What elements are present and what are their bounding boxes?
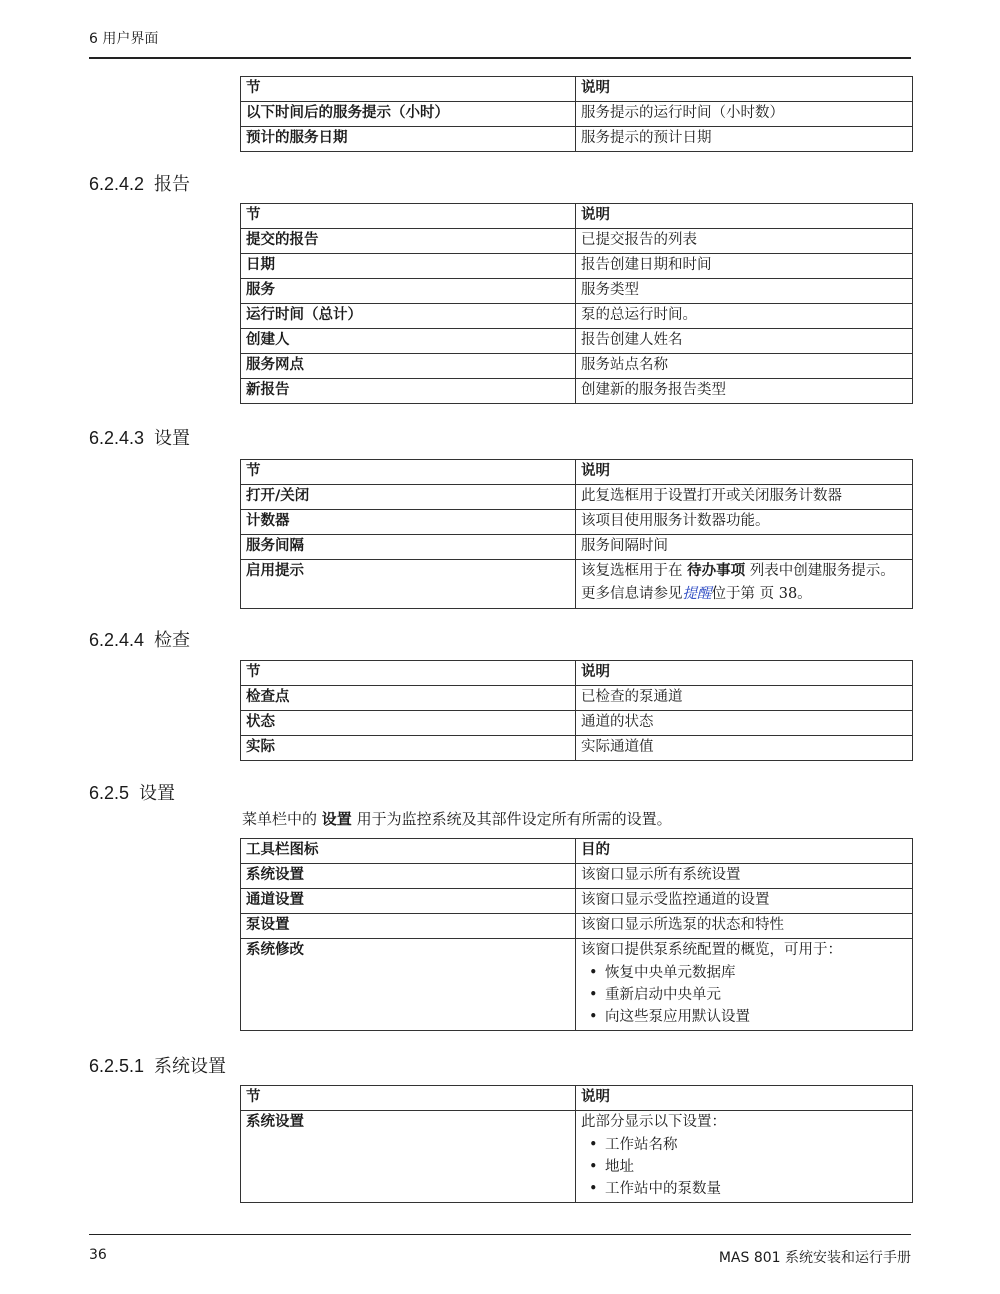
section-cell: 计数器	[241, 510, 576, 535]
description-cell: 已提交报告的列表	[576, 229, 913, 254]
column-header: 工具栏图标	[241, 839, 576, 864]
section-cell: 通道设置	[241, 889, 576, 914]
column-header: 说明	[576, 661, 913, 686]
todo-list-term: 待办事项	[687, 563, 746, 579]
section-number: 6.2.4.4	[89, 630, 145, 650]
description-cell: 报告创建人姓名	[576, 329, 913, 354]
section-heading-check	[89, 626, 190, 652]
column-header: 节	[241, 77, 576, 102]
section-heading-settings	[89, 424, 190, 450]
setup-intro	[242, 808, 672, 829]
table-row	[241, 102, 913, 127]
description-cell: 报告创建日期和时间	[576, 254, 913, 279]
section-number: 6.2.5	[89, 783, 130, 803]
description-cell	[576, 560, 913, 609]
section-heading-system-settings	[89, 1052, 226, 1078]
description-cell: 服务提示的运行时间（小时数）	[576, 102, 913, 127]
section-cell: 打开/关闭	[241, 485, 576, 510]
description-cell: 已检查的泵通道	[576, 686, 913, 711]
section-title: 报告	[154, 174, 191, 195]
intro-text: 用于为监控系统及其部件设定所有所需的设置。	[351, 810, 672, 828]
description-cell: 该窗口显示所选泵的状态和特性	[576, 914, 913, 939]
section-cell: 系统设置	[241, 1111, 576, 1203]
bullet-list	[581, 962, 907, 1028]
settings-table	[240, 459, 913, 609]
table-row	[241, 510, 913, 535]
section-cell: 运行时间（总计）	[241, 304, 576, 329]
section-cell: 创建人	[241, 329, 576, 354]
bullet-icon: •	[589, 1137, 598, 1153]
list-item-text: 恢复中央单元数据库	[605, 965, 736, 981]
column-header: 目的	[576, 839, 913, 864]
section-title: 检查	[154, 630, 191, 651]
table-row	[241, 1111, 913, 1203]
bullet-icon: •	[589, 965, 598, 981]
description-cell	[576, 1111, 913, 1203]
section-cell: 预计的服务日期	[241, 127, 576, 152]
list-item-text: 地址	[605, 1159, 634, 1175]
list-item	[581, 1006, 907, 1028]
table-row	[241, 229, 913, 254]
description-cell: 服务类型	[576, 279, 913, 304]
section-cell: 状态	[241, 711, 576, 736]
section-cell: 提交的报告	[241, 229, 576, 254]
table-header-row	[241, 204, 913, 229]
table-row	[241, 914, 913, 939]
setup-table	[240, 838, 913, 1031]
column-header: 节	[241, 1086, 576, 1111]
table-header-row	[241, 77, 913, 102]
table-row	[241, 329, 913, 354]
section-cell: 服务间隔	[241, 535, 576, 560]
list-item-text: 工作站中的泵数量	[605, 1181, 721, 1197]
section-cell: 泵设置	[241, 914, 576, 939]
desc-text: 该窗口提供泵系统配置的概览，可用于：	[581, 942, 842, 958]
service-reminder-table	[240, 76, 913, 152]
table-row	[241, 254, 913, 279]
description-cell: 服务提示的预计日期	[576, 127, 913, 152]
system-settings-table	[240, 1085, 913, 1203]
section-cell: 系统修改	[241, 939, 576, 1031]
section-cell: 检查点	[241, 686, 576, 711]
description-cell: 服务站点名称	[576, 354, 913, 379]
table-row	[241, 864, 913, 889]
section-cell: 实际	[241, 736, 576, 761]
check-table	[240, 660, 913, 761]
table-row	[241, 279, 913, 304]
description-cell: 通道的状态	[576, 711, 913, 736]
running-header: 6 用户界面	[89, 31, 159, 47]
table-row	[241, 686, 913, 711]
column-header: 节	[241, 460, 576, 485]
list-item	[581, 1134, 907, 1156]
section-title: 设置	[139, 783, 176, 804]
description-cell: 创建新的服务报告类型	[576, 379, 913, 404]
header-rule	[89, 57, 911, 59]
table-row	[241, 535, 913, 560]
list-item	[581, 984, 907, 1006]
column-header: 节	[241, 661, 576, 686]
section-cell: 日期	[241, 254, 576, 279]
reminder-link[interactable]: 提醒	[682, 586, 712, 602]
section-number: 6.2.5.1	[89, 1056, 145, 1076]
description-cell: 该窗口显示受监控通道的设置	[576, 889, 913, 914]
description-cell: 该窗口显示所有系统设置	[576, 864, 913, 889]
column-header: 说明	[576, 460, 913, 485]
table-header-row	[241, 839, 913, 864]
list-item-text: 工作站名称	[605, 1137, 678, 1153]
section-cell: 服务	[241, 279, 576, 304]
list-item	[581, 962, 907, 984]
bullet-icon: •	[589, 1009, 598, 1025]
list-item	[581, 1178, 907, 1200]
table-row	[241, 736, 913, 761]
list-item	[581, 1156, 907, 1178]
description-cell: 泵的总运行时间。	[576, 304, 913, 329]
bullet-icon: •	[589, 1181, 598, 1197]
table-header-row	[241, 460, 913, 485]
bullet-icon: •	[589, 987, 598, 1003]
manual-title: MAS 801 系统安装和运行手册	[718, 1250, 911, 1266]
table-header-row	[241, 1086, 913, 1111]
column-header: 说明	[576, 1086, 913, 1111]
page-number: 36	[89, 1247, 107, 1263]
desc-text: 此部分显示以下设置：	[581, 1114, 726, 1130]
table-row	[241, 939, 913, 1031]
footer-rule	[89, 1234, 911, 1235]
section-cell: 以下时间后的服务提示（小时）	[241, 102, 576, 127]
column-header: 说明	[576, 77, 913, 102]
description-cell	[576, 939, 913, 1031]
section-cell: 启用提示	[241, 560, 576, 609]
description-cell: 该项目使用服务计数器功能。	[576, 510, 913, 535]
setup-term: 设置	[321, 810, 352, 828]
description-cell: 服务间隔时间	[576, 535, 913, 560]
table-row	[241, 485, 913, 510]
report-table	[240, 203, 913, 404]
table-row	[241, 354, 913, 379]
section-cell: 新报告	[241, 379, 576, 404]
bullet-icon: •	[589, 1159, 598, 1175]
column-header: 节	[241, 204, 576, 229]
description-cell: 实际通道值	[576, 736, 913, 761]
table-row	[241, 889, 913, 914]
table-header-row	[241, 661, 913, 686]
section-title: 系统设置	[154, 1056, 227, 1077]
desc-text: 列表中创建服务提示。更多信息请参见	[581, 563, 895, 602]
section-number: 6.2.4.3	[89, 428, 145, 448]
section-number: 6.2.4.2	[89, 174, 145, 194]
desc-text: 位于第 页 38。	[711, 586, 812, 602]
table-row	[241, 127, 913, 152]
table-row	[241, 711, 913, 736]
bullet-list	[581, 1134, 907, 1200]
desc-text: 该复选框用于在	[581, 563, 688, 579]
section-heading-setup	[89, 779, 175, 805]
description-cell: 此复选框用于设置打开或关闭服务计数器	[576, 485, 913, 510]
table-row	[241, 560, 913, 609]
section-cell: 服务网点	[241, 354, 576, 379]
list-item-text: 向这些泵应用默认设置	[605, 1009, 750, 1025]
table-row	[241, 379, 913, 404]
section-cell: 系统设置	[241, 864, 576, 889]
column-header: 说明	[576, 204, 913, 229]
section-title: 设置	[154, 428, 191, 449]
list-item-text: 重新启动中央单元	[605, 987, 721, 1003]
intro-text: 菜单栏中的	[242, 810, 322, 828]
table-row	[241, 304, 913, 329]
section-heading-report	[89, 170, 190, 196]
